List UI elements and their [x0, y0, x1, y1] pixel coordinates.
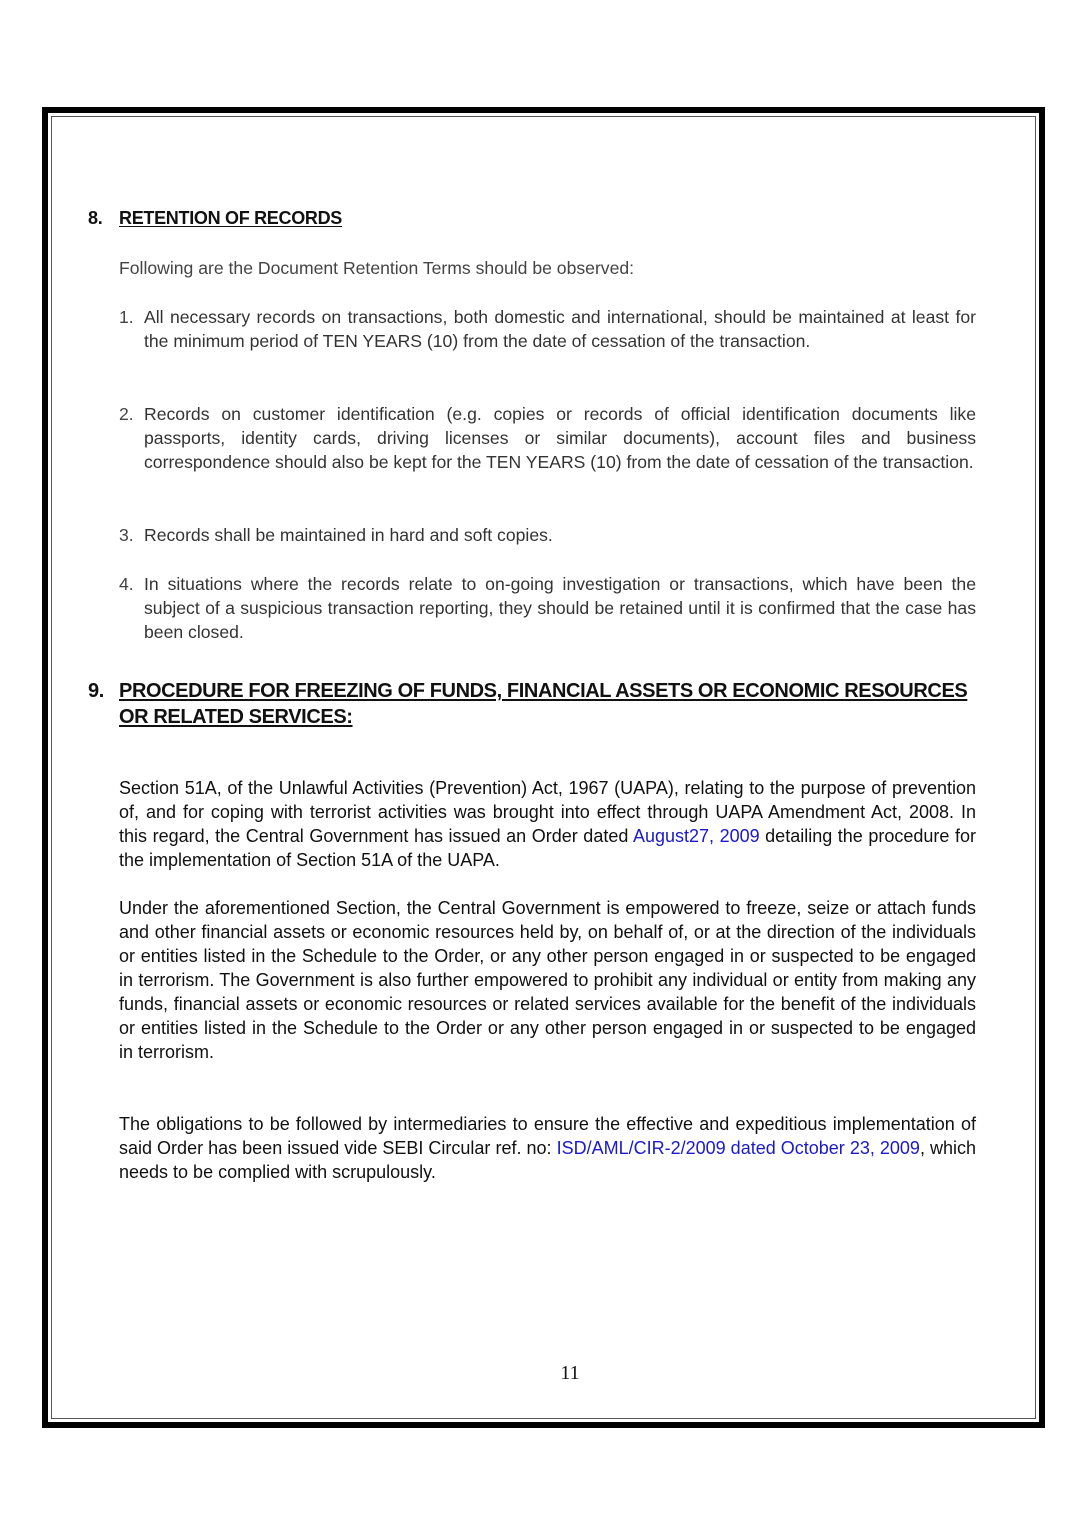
section-number: 8. [88, 208, 103, 228]
list-text: All necessary records on transactions, both domestic and international, should be maintained at least for the minimum period of TEN YEARS (10) from the date of cessation of the transaction. [144, 307, 976, 351]
list-text: Records on customer identification (e.g. copies or records of official identification documents like passports, identity cards, driving licenses or similar documents), account files and business correspondence should also be kept for the TEN YEARS (10) from the date of cessation of the transaction. [144, 404, 976, 472]
paragraph-text: Section 51A, of the Unlawful Activities (Prevention) Act, 1967 (UAPA), relating to the purpose of prevention of, and for coping with terrorist activities was brought into effect through UAPA Amendment Act, 2008. In this regard, the Central Government has issued an Order dated [119, 778, 976, 846]
list-item [119, 523, 976, 547]
section-9-paragraph-2: Under the aforementioned Section, the Central Government is empowered to freeze, seize or attach funds and other financial assets or economic resources held by, on behalf of, or at the direction of the individuals or entities listed in the Schedule to the Order, or any other person engaged in or suspected to be engaged in terrorism. The Government is also further empowered to prohibit any individual or entity from making any funds, financial assets or economic resources or related services available for the benefit of the individuals or entities listed in the Schedule to the Order or any other person engaged in or suspected to be engaged in terrorism. [119, 898, 976, 1062]
paragraph-text: , which needs to be complied with scrupulously. [119, 1138, 976, 1182]
section-number: 9. [88, 680, 104, 702]
order-date-link[interactable]: August27, 2009 [632, 826, 760, 846]
sebi-circular-link[interactable]: ISD/AML/CIR-2/2009 dated October 23, 2009 [556, 1138, 920, 1158]
list-item [119, 305, 976, 353]
section-9-paragraph-3 [119, 1112, 976, 1184]
list-item [119, 402, 976, 474]
list-marker: 2. [119, 404, 134, 424]
paragraph-text: The obligations to be followed by intermediaries to ensure the effective and expeditious implementation of said Order has been issued vide SEBI Circular ref. no: [119, 1114, 976, 1158]
section-8-intro: Following are the Document Retention Terms should be observed: [119, 258, 635, 278]
section-9-paragraph-1 [119, 776, 976, 872]
list-text: In situations where the records relate to on-going investigation or transactions, which have been the subject of a suspicious transaction reporting, they should be retained until it is confirmed that the case has been closed. [144, 574, 976, 642]
list-item [119, 572, 976, 644]
section-9-heading [88, 678, 978, 730]
page-number: 11 [560, 1362, 580, 1384]
list-marker: 3. [119, 525, 134, 545]
section-title: RETENTION OF RECORDS [119, 208, 343, 228]
paragraph-text: detailing the procedure for the implementation of Section 51A of the UAPA. [119, 826, 977, 870]
list-text: Records shall be maintained in hard and soft copies. [144, 525, 553, 545]
list-marker: 4. [119, 574, 134, 594]
section-8-heading [88, 208, 978, 229]
list-marker: 1. [119, 307, 134, 327]
section-title: PROCEDURE FOR FREEZING OF FUNDS, FINANCIAL ASSETS OR ECONOMIC RESOURCES OR RELATED SERVICES: [119, 680, 968, 728]
